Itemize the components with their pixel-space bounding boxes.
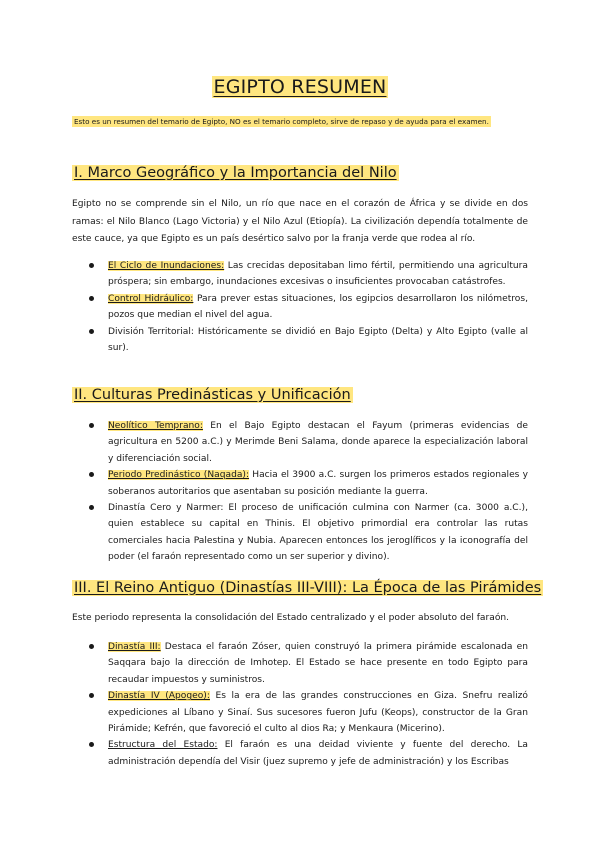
section-1-heading bbox=[72, 162, 399, 184]
bullet-text: El faraón es una deidad viviente y fuente del derecho. La administración dependía del Visir (juez supremo y jefe de administración) y los Escribas bbox=[108, 740, 529, 767]
bullet-icon bbox=[89, 742, 94, 747]
list-item bbox=[72, 737, 528, 770]
bullet-text: Para prever estas situaciones, los egipcios desarrollaron los nilómetros, pozos que median el nivel del agua. bbox=[108, 293, 528, 321]
list-item bbox=[72, 418, 528, 467]
bullet-icon bbox=[89, 296, 94, 301]
document-title bbox=[0, 74, 600, 100]
bullet-icon bbox=[89, 644, 94, 649]
list-item bbox=[72, 688, 528, 737]
section-2-heading-text: II. Culturas Predinásticas y Unificación bbox=[74, 387, 351, 403]
list-item bbox=[72, 639, 528, 688]
bullet-text: Hacia el 3900 a.C. surgen los primeros estados regionales y soberanos autoritarios que asentaban su posición mediante la guerra. bbox=[108, 470, 528, 497]
bullet-label: Neolítico Temprano: bbox=[108, 421, 203, 431]
section-1-heading-text: I. Marco Geográfico y la Importancia del Nilo bbox=[74, 165, 397, 181]
bullet-icon bbox=[89, 329, 94, 334]
section-3-heading bbox=[72, 577, 543, 599]
section-1-list bbox=[72, 258, 528, 356]
bullet-icon bbox=[89, 693, 94, 698]
bullet-text: En el Bajo Egipto destacan el Fayum (primeras evidencias de agricultura en 5200 a.C.) y Merimde Beni Salama, donde aparece la especialización laboral y diferenciación social. bbox=[108, 421, 529, 464]
list-item bbox=[72, 467, 528, 500]
title-text: EGIPTO RESUMEN bbox=[213, 76, 387, 98]
section-2-list bbox=[72, 418, 528, 566]
section-3-paragraph: Este periodo representa la consolidación del Estado centralizado y el poder absoluto del faraón. bbox=[72, 613, 510, 623]
bullet-label: Control Hidráulico: bbox=[108, 293, 194, 304]
bullet-icon bbox=[89, 423, 94, 428]
list-item bbox=[72, 258, 528, 291]
intro-note bbox=[72, 116, 532, 127]
section-3-heading-text: III. El Reino Antiguo (Dinastías III-VIII): La Época de las Pirámides bbox=[74, 580, 542, 596]
bullet-text: Dinastía Cero y Narmer: El proceso de unificación culmina con Narmer (ca. 3000 a.C.), quien establece su capital en Thinis. El objetivo primordial era controlar las rutas comerciales hacia Palestina y Nubia. Aparecen entonces los jeroglíficos y la iconografía del poder (el faraón representado como un ser superior y divino). bbox=[108, 503, 528, 563]
bullet-icon bbox=[89, 505, 94, 510]
section-2-heading bbox=[72, 384, 353, 406]
list-item bbox=[72, 324, 528, 357]
intro-text: Esto es un resumen del temario de Egipto, NO es el temario completo, sirve de repaso y de ayuda para el examen. bbox=[74, 117, 489, 126]
bullet-text: División Territorial: Históricamente se dividió en Bajo Egipto (Delta) y Alto Egipto (valle al sur). bbox=[108, 326, 528, 354]
section-1-paragraph: Egipto no se comprende sin el Nilo, un río que nace en el corazón de África y se divide en dos ramas: el Nilo Blanco (Lago Victoria) y el Nilo Azul (Etiopía). La civilización dependía totalmente de este cauce, ya que Egipto es un país desértico salvo por la franja verde que rodea al río. bbox=[72, 199, 528, 245]
section-3-list bbox=[72, 639, 528, 770]
bullet-label: Periodo Predinástico (Naqada): bbox=[108, 470, 250, 481]
bullet-text: Las crecidas depositaban limo fértil, permitiendo una agricultura próspera; sin embargo, inundaciones excesivas o insuficientes provocaban catástrofes. bbox=[108, 261, 528, 288]
bullet-label: El Ciclo de Inundaciones: bbox=[108, 261, 225, 271]
bullet-label: Dinastía IV (Apogeo): bbox=[108, 691, 210, 702]
bullet-text: Es la era de las grandes construcciones en Giza. Snefru realizó expediciones al Líbano y Sinaí. Sus sucesores fueron Jufu (Keops), constructor de la Gran Pirámide; Kefrén, que favoreció el culto al dios Ra; y Menkaura (Micerino). bbox=[108, 691, 528, 735]
bullet-icon bbox=[89, 472, 94, 477]
bullet-icon bbox=[89, 263, 94, 268]
list-item bbox=[72, 500, 528, 566]
list-item bbox=[72, 291, 528, 324]
bullet-text: Destaca el faraón Zóser, quien construyó la primera pirámide escalonada en Saqqara bajo la dirección de Imhotep. El Estado se hace presente en todo Egipto para recaudar impuestos y suministros. bbox=[108, 642, 528, 685]
bullet-label: Dinastía III: bbox=[108, 642, 161, 652]
bullet-label: Estructura del Estado: bbox=[108, 740, 218, 751]
